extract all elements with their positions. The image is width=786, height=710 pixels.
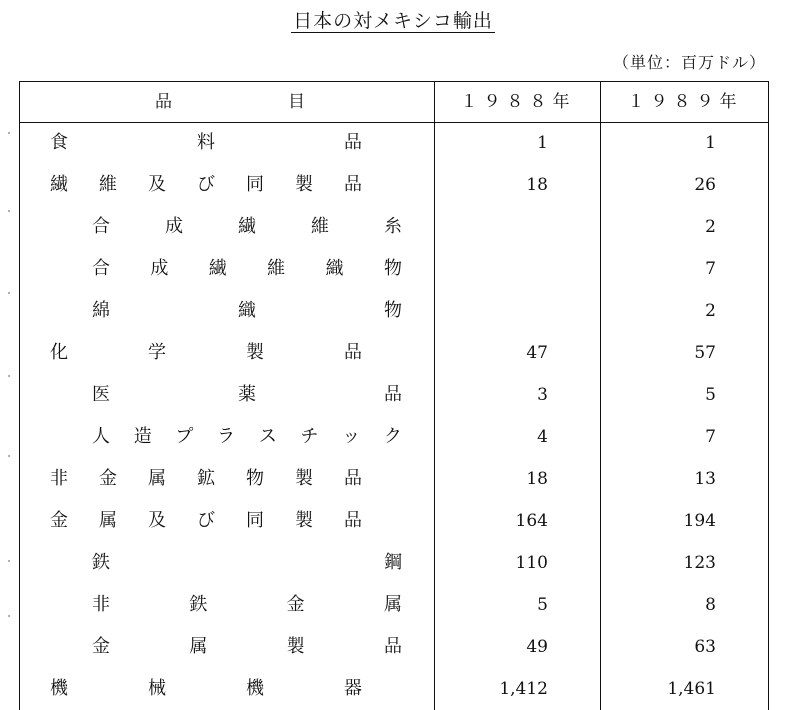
row-item-char: ス (258, 426, 277, 447)
row-item-char: び (197, 174, 215, 195)
table-row (20, 584, 768, 626)
value-1988: 4 (537, 427, 548, 447)
scan-speck (8, 375, 10, 377)
row-item-char: 品 (344, 132, 362, 153)
row-item-char: 鋼 (384, 552, 402, 573)
value-1988: 18 (526, 175, 548, 195)
table-header (20, 82, 768, 123)
scan-speck (8, 560, 10, 562)
value-1989: 1 (705, 133, 716, 153)
value-1988 (434, 290, 548, 332)
header-year-1988: １９８８年 (460, 92, 576, 112)
row-item-char: 製 (295, 510, 313, 531)
row-item-char: 人 (92, 426, 110, 447)
row-item-char: 織 (238, 300, 256, 321)
value-1988: 164 (515, 511, 548, 531)
row-item-char: 成 (165, 216, 183, 237)
row-item-char: 繊 (238, 216, 256, 237)
row-item-char: 非 (50, 468, 68, 489)
row-item-name (92, 248, 402, 290)
row-item-char: 化 (50, 342, 68, 363)
row-item-char: 品 (383, 636, 402, 657)
row-item-char: 製 (295, 468, 313, 489)
row-item-name (92, 206, 402, 248)
row-item-char: 属 (99, 510, 117, 531)
header-year-1989: １９８９年 (627, 92, 743, 112)
row-item-char: 製 (246, 342, 264, 363)
row-item-char: 食 (50, 132, 68, 153)
table-row (20, 458, 768, 500)
row-item-char: 金 (286, 594, 305, 615)
value-1988: 5 (537, 595, 548, 615)
scan-speck (8, 210, 10, 212)
row-item-char: 非 (92, 594, 110, 615)
row-item-name (50, 122, 362, 164)
page-title-text: 日本の対メキシコ輸出 (293, 10, 493, 32)
value-1989: 194 (683, 511, 716, 531)
row-item-char: 品 (344, 468, 362, 489)
value-1989: 2 (705, 301, 716, 321)
row-item-name (50, 500, 362, 542)
row-item-char: 器 (344, 678, 362, 699)
unit-note: （単位：百万ドル） (612, 53, 766, 72)
row-item-char: 繊 (208, 258, 227, 279)
row-item-name (50, 164, 362, 206)
row-item-char: 属 (383, 594, 402, 615)
row-item-char: ク (383, 426, 402, 447)
table-row (20, 164, 768, 206)
table-row (20, 542, 768, 584)
row-item-char: 繊 (50, 174, 68, 195)
row-item-char: 機 (246, 678, 264, 699)
page-title (0, 6, 786, 33)
table-row (20, 206, 768, 248)
row-item-char: 品 (344, 174, 362, 195)
table-row (20, 290, 768, 332)
value-1988: 1 (537, 133, 548, 153)
row-item-char: 及 (148, 174, 166, 195)
row-item-char: 金 (99, 468, 117, 489)
row-item-char: 成 (150, 258, 169, 279)
table-row (20, 626, 768, 668)
table-row (20, 248, 768, 290)
row-item-char: 製 (295, 174, 313, 195)
table-body (20, 122, 768, 710)
row-item-char: 綿 (92, 300, 110, 321)
row-item-char: 維 (267, 258, 286, 279)
row-item-char: 品 (384, 384, 402, 405)
row-item-name (92, 584, 402, 626)
table-row (20, 416, 768, 458)
table-row (20, 332, 768, 374)
row-item-char: 金 (92, 636, 110, 657)
value-1989: 1,461 (667, 679, 716, 699)
row-item-char: 械 (148, 678, 166, 699)
value-1988: 47 (526, 343, 548, 363)
row-item-char: 造 (133, 426, 152, 447)
row-item-char: 維 (99, 174, 117, 195)
row-item-char: 鉱 (197, 468, 215, 489)
header-item-char: 品 (155, 92, 172, 112)
row-item-name (50, 668, 362, 710)
row-item-char: 薬 (238, 384, 256, 405)
row-item-char: 金 (50, 510, 68, 531)
row-item-char: 物 (383, 258, 402, 279)
row-item-name (92, 290, 402, 332)
table-row (20, 500, 768, 542)
value-1989: 57 (694, 343, 716, 363)
row-item-char: 品 (344, 342, 362, 363)
row-item-char: 品 (344, 510, 362, 531)
row-item-char: 鉄 (92, 552, 110, 573)
scan-speck (8, 615, 10, 617)
row-item-char: 料 (197, 132, 215, 153)
row-item-name (50, 332, 362, 374)
row-item-name (92, 374, 402, 416)
value-1988: 1,412 (499, 679, 548, 699)
scan-speck (8, 132, 10, 134)
header-item (155, 82, 305, 122)
value-1989: 5 (705, 385, 716, 405)
value-1988: 18 (526, 469, 548, 489)
row-item-name (92, 626, 402, 668)
row-item-char: ラ (217, 426, 236, 447)
value-1988: 3 (537, 385, 548, 405)
value-1989: 7 (705, 427, 716, 447)
value-1988: 110 (515, 553, 548, 573)
row-item-char: 属 (189, 636, 208, 657)
row-item-char: 合 (92, 258, 110, 279)
row-item-char: 属 (148, 468, 166, 489)
row-item-char: 合 (92, 216, 110, 237)
header-item-char: 目 (288, 92, 305, 112)
row-item-char: 及 (148, 510, 166, 531)
row-item-char: び (197, 510, 215, 531)
row-item-name (50, 458, 362, 500)
row-item-char: 織 (325, 258, 344, 279)
scan-speck (8, 292, 10, 294)
row-item-char: 機 (50, 678, 68, 699)
value-1988 (434, 248, 548, 290)
row-item-char: 学 (148, 342, 166, 363)
row-item-char: プ (175, 426, 194, 447)
row-item-char: ッ (342, 426, 361, 447)
row-item-char: 医 (92, 384, 110, 405)
value-1989: 13 (694, 469, 716, 489)
value-1989: 7 (705, 259, 716, 279)
row-item-name (92, 542, 402, 584)
table-row (20, 122, 768, 164)
row-item-char: 物 (246, 468, 264, 489)
row-item-char: チ (300, 426, 319, 447)
value-1989: 63 (694, 637, 716, 657)
table-row (20, 668, 768, 710)
row-item-char: 物 (384, 300, 402, 321)
value-1988 (434, 206, 548, 248)
scan-speck (8, 455, 10, 457)
value-1989: 2 (705, 217, 716, 237)
value-1989: 8 (705, 595, 716, 615)
row-item-char: 鉄 (189, 594, 208, 615)
value-1989: 26 (694, 175, 716, 195)
table-row (20, 374, 768, 416)
row-item-char: 製 (286, 636, 305, 657)
export-table (19, 81, 769, 710)
row-item-char: 糸 (384, 216, 402, 237)
row-item-name (92, 416, 402, 458)
row-item-char: 同 (246, 510, 264, 531)
value-1988: 49 (526, 637, 548, 657)
value-1989: 123 (683, 553, 716, 573)
row-item-char: 同 (246, 174, 264, 195)
row-item-char: 維 (311, 216, 329, 237)
